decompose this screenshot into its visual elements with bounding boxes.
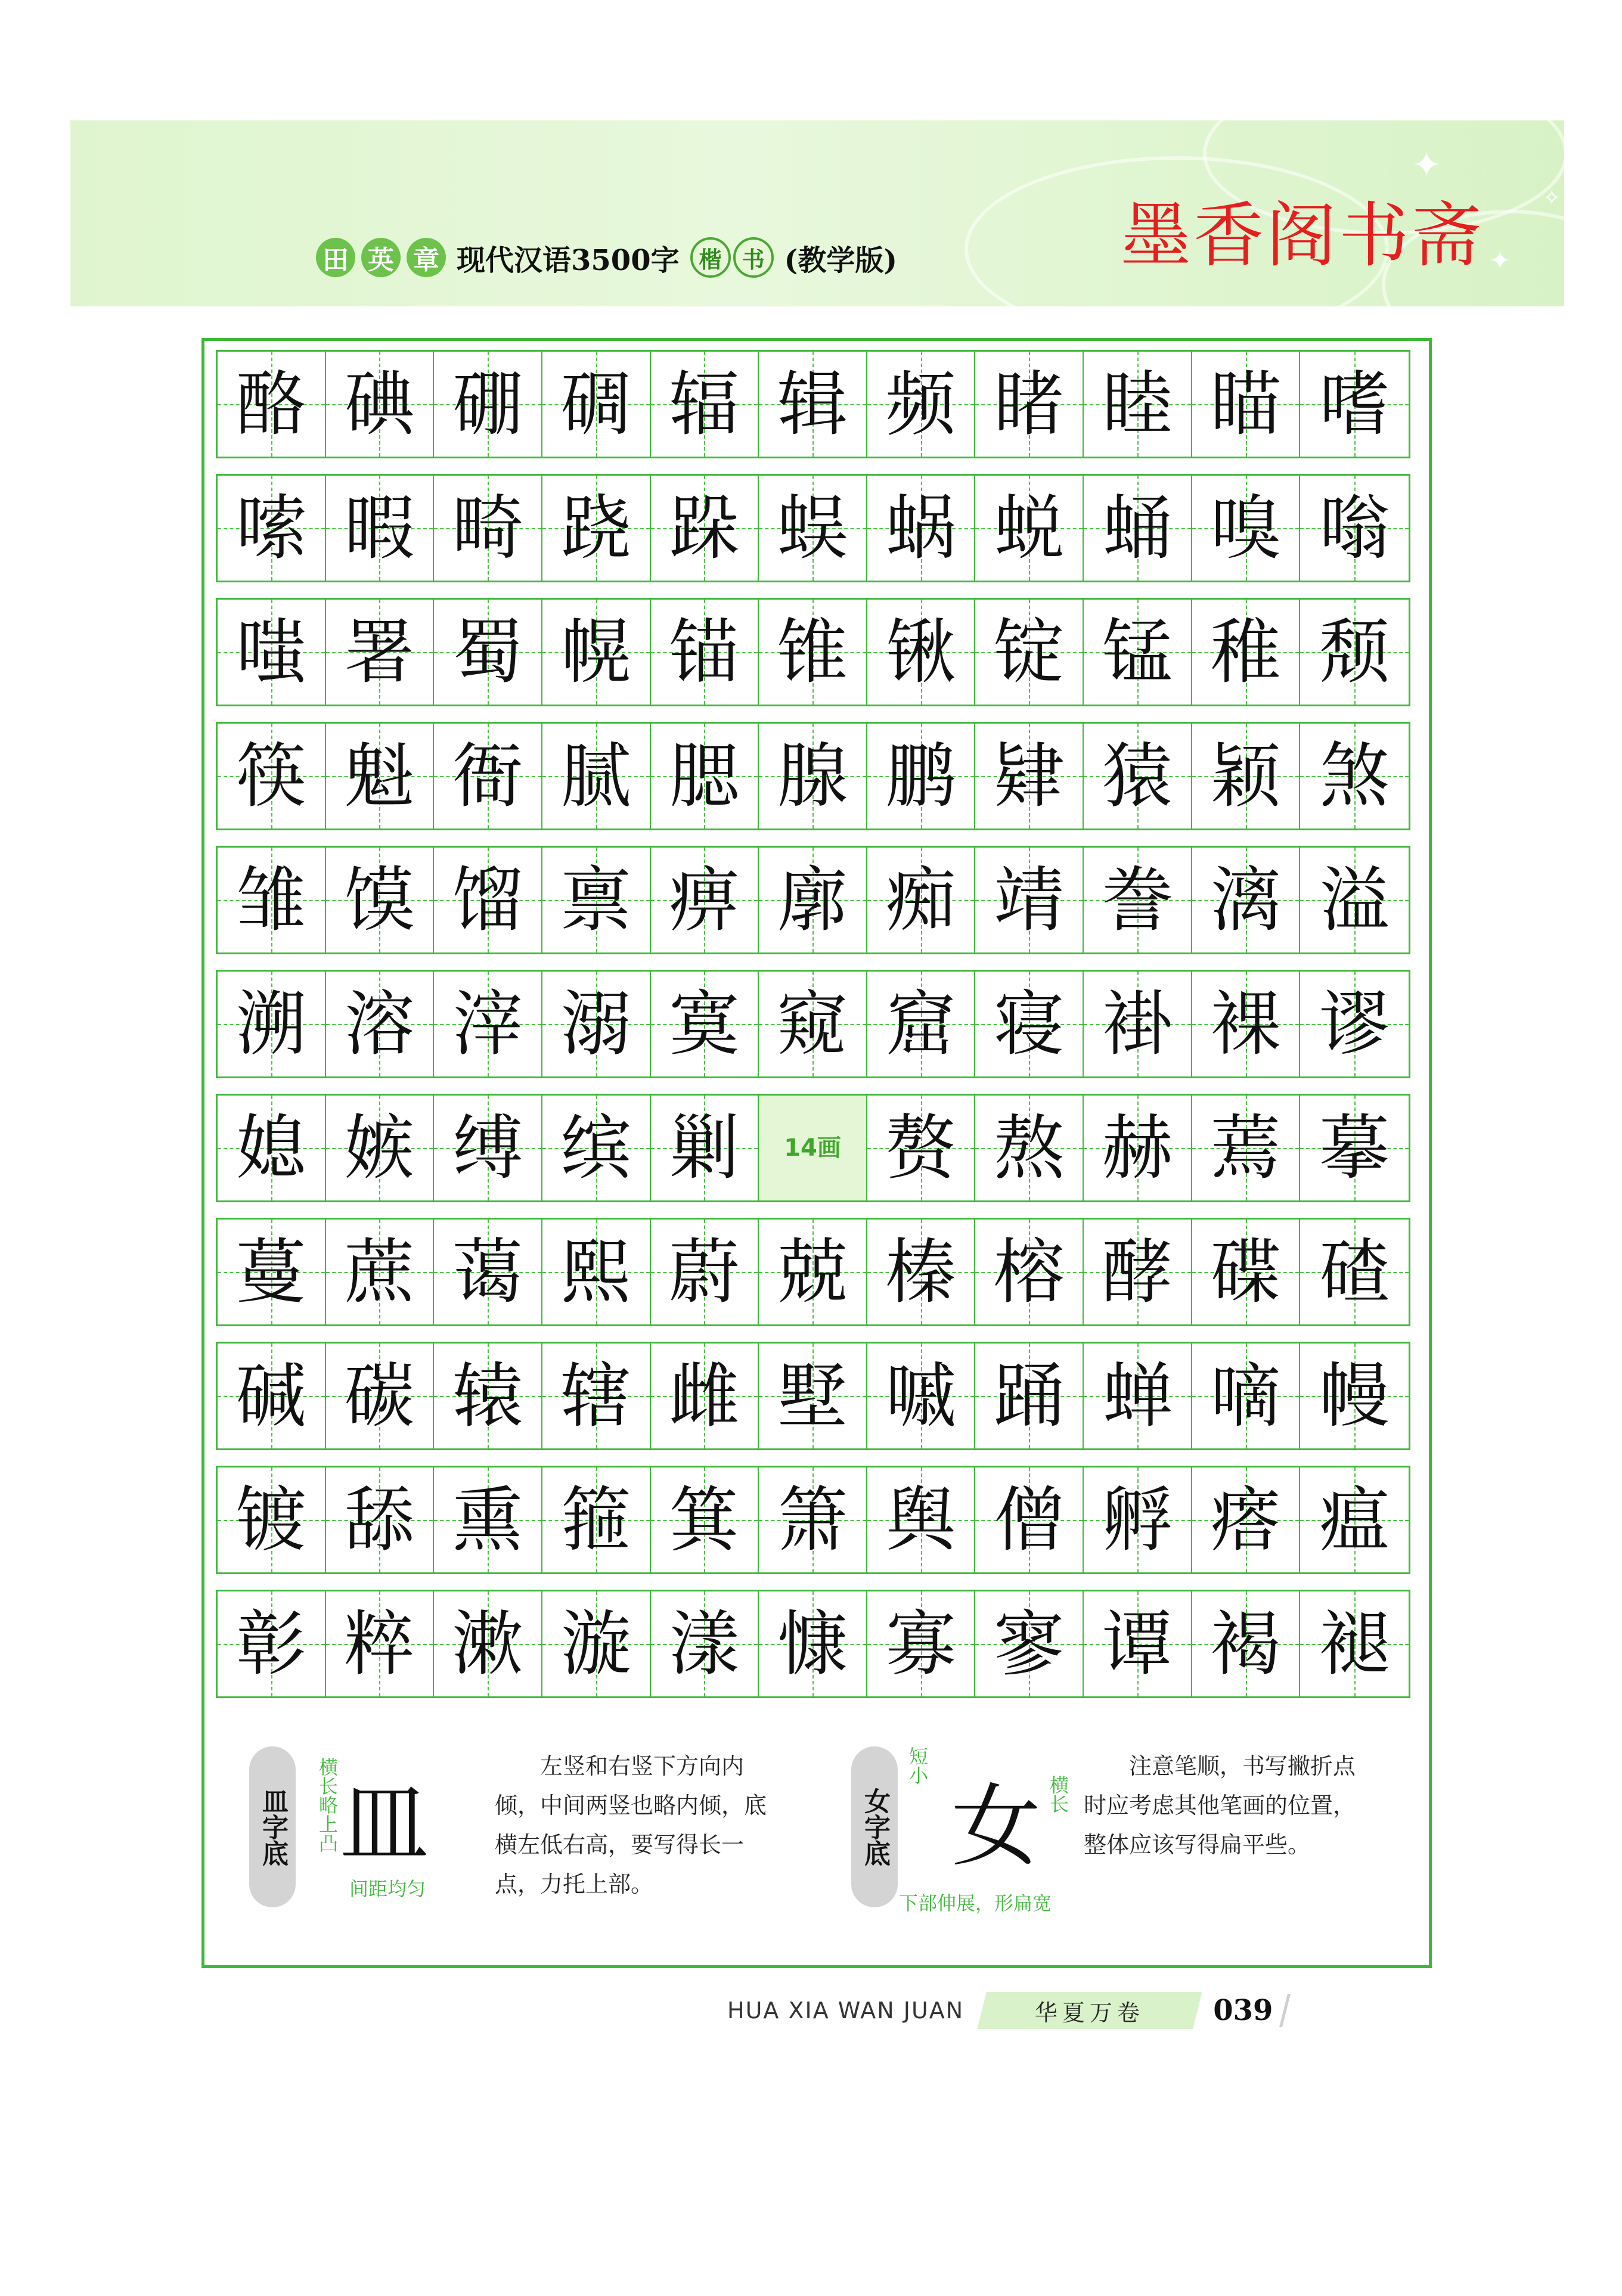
tip-glyph-nv: 女	[951, 1775, 1041, 1879]
character-cell	[542, 1467, 651, 1572]
sparkle-icon: ✦	[1412, 144, 1442, 186]
tip-text-min: 左竖和右竖下方向内倾，中间两竖也略内倾，底横左低右高，要写得长一点，力托上部。	[495, 1753, 767, 1897]
character-cell	[867, 1467, 976, 1572]
footer-brand-cn: 华夏万卷	[1035, 1999, 1145, 2026]
character-cell	[975, 972, 1084, 1076]
character-cell	[1300, 1344, 1409, 1448]
character-glyph: 剿	[669, 1107, 740, 1189]
character-cell	[1084, 476, 1192, 581]
character-cell	[759, 1591, 867, 1696]
character-glyph: 溯	[235, 983, 306, 1065]
character-cell	[218, 972, 326, 1076]
character-cell	[1084, 1344, 1192, 1448]
character-cell	[1084, 848, 1192, 952]
character-cell	[1192, 724, 1301, 829]
page-footer	[727, 1990, 1286, 2031]
character-glyph: 榕	[994, 1231, 1065, 1313]
character-glyph: 嗤	[235, 611, 306, 693]
character-cell	[867, 352, 976, 457]
character-glyph: 孵	[1102, 1479, 1173, 1561]
grid-row	[216, 970, 1410, 1078]
character-glyph: 谬	[1319, 983, 1390, 1065]
character-glyph: 榛	[885, 1231, 956, 1313]
character-cell	[867, 476, 976, 581]
character-glyph: 锹	[885, 611, 956, 693]
character-glyph: 酵	[1102, 1231, 1173, 1313]
character-cell	[1300, 1467, 1409, 1572]
character-glyph: 彰	[235, 1603, 306, 1685]
character-glyph: 酪	[235, 363, 306, 445]
sparkle-icon: ✧	[1543, 186, 1561, 210]
character-glyph: 僧	[994, 1479, 1065, 1561]
character-cell	[542, 724, 651, 829]
character-cell	[1192, 1344, 1301, 1448]
character-cell	[542, 848, 651, 952]
character-cell	[326, 972, 435, 1076]
grid-row	[216, 598, 1410, 706]
character-glyph: 蔚	[669, 1231, 740, 1313]
character-glyph: 镀	[235, 1479, 306, 1561]
character-glyph: 嗦	[235, 487, 306, 569]
character-glyph: 箍	[560, 1479, 631, 1561]
character-glyph: 辕	[452, 1355, 523, 1437]
character-cell	[651, 352, 759, 457]
character-cell	[1192, 848, 1301, 952]
character-glyph: 缚	[452, 1107, 523, 1189]
character-glyph: 幌	[560, 611, 631, 693]
character-cell	[326, 848, 435, 952]
grid-row	[216, 1590, 1410, 1698]
character-glyph: 嗜	[1319, 363, 1390, 445]
character-glyph: 颓	[1319, 611, 1390, 693]
character-glyph: 箕	[669, 1479, 740, 1561]
author-char: 英	[361, 238, 401, 277]
character-glyph: 蜗	[885, 487, 956, 569]
character-cell	[218, 724, 326, 829]
tip-text-nv: 注意笔顺，书写撇折点时应考虑其他笔画的位置，整体应该写得扁平些。	[1084, 1753, 1356, 1858]
character-cell	[1192, 1220, 1301, 1324]
character-cell	[542, 972, 651, 1076]
character-cell	[867, 600, 976, 705]
character-glyph: 蔼	[452, 1231, 523, 1313]
character-cell	[326, 1096, 435, 1200]
character-cell	[867, 972, 976, 1076]
character-cell	[867, 1344, 976, 1448]
grid-row	[216, 350, 1410, 458]
sparkle-icon: ✦	[1489, 246, 1511, 276]
tip-tag-min: 皿字底	[249, 1746, 296, 1907]
character-cell	[651, 1467, 759, 1572]
character-glyph: 嘀	[1210, 1355, 1281, 1437]
tip-note-bottom: 间距均匀	[349, 1878, 426, 1900]
character-glyph: 漓	[1210, 859, 1281, 941]
character-cell	[218, 600, 326, 705]
character-cell	[434, 600, 542, 705]
character-cell	[759, 1344, 867, 1448]
character-cell	[975, 1467, 1084, 1572]
character-cell	[651, 600, 759, 705]
character-cell	[1300, 352, 1409, 457]
tip-note-left: 短小	[906, 1746, 929, 1785]
character-cell	[434, 1467, 542, 1572]
stroke-count-marker	[759, 1096, 867, 1200]
character-glyph: 痹	[669, 859, 740, 941]
character-cell	[759, 724, 867, 829]
author-badge	[316, 238, 446, 277]
character-glyph: 缤	[560, 1107, 631, 1189]
character-glyph: 蝉	[1102, 1355, 1173, 1437]
character-cell	[434, 724, 542, 829]
character-glyph: 慷	[777, 1603, 848, 1685]
tip-note-right: 横长	[1047, 1775, 1069, 1813]
character-glyph: 赫	[1102, 1107, 1173, 1189]
character-glyph: 熏	[452, 1479, 523, 1561]
character-glyph: 滓	[452, 983, 523, 1065]
character-cell	[326, 476, 435, 581]
character-cell	[975, 724, 1084, 829]
character-glyph: 猿	[1102, 735, 1173, 817]
character-glyph: 瘩	[1210, 1479, 1281, 1561]
character-cell	[1300, 1591, 1409, 1696]
character-glyph: 锥	[777, 611, 848, 693]
character-cell	[542, 1220, 651, 1324]
character-cell	[759, 476, 867, 581]
character-glyph: 雌	[669, 1355, 740, 1437]
character-cell	[1192, 1096, 1301, 1200]
character-cell	[759, 600, 867, 705]
character-cell	[434, 1344, 542, 1448]
character-cell	[759, 352, 867, 457]
character-cell	[1192, 352, 1301, 457]
character-glyph: 媳	[235, 1107, 306, 1189]
character-glyph: 粹	[344, 1603, 415, 1685]
grid-row	[216, 1342, 1410, 1450]
edition-label: (教学版)	[784, 243, 898, 277]
grid-row	[216, 1466, 1410, 1574]
character-cell	[218, 1467, 326, 1572]
character-cell	[218, 1344, 326, 1448]
tips-section	[201, 1746, 1432, 1925]
character-cell	[1300, 600, 1409, 705]
character-cell	[867, 724, 976, 829]
character-glyph: 裸	[1210, 983, 1281, 1065]
character-cell	[542, 1591, 651, 1696]
character-cell	[1084, 1096, 1192, 1200]
character-glyph: 痴	[885, 859, 956, 941]
grid-row	[216, 846, 1410, 954]
character-cell	[1192, 1467, 1301, 1572]
character-glyph: 跺	[669, 487, 740, 569]
character-cell	[1084, 724, 1192, 829]
character-cell	[1084, 1467, 1192, 1572]
character-glyph: 腺	[777, 735, 848, 817]
character-glyph: 畸	[452, 487, 523, 569]
character-cell	[1300, 476, 1409, 581]
character-glyph: 瘟	[1319, 1479, 1390, 1561]
stroke-count-label: 14画	[784, 1134, 841, 1162]
character-cell	[1084, 600, 1192, 705]
footer-brand-cn-box	[977, 1992, 1202, 2029]
character-cell	[542, 1096, 651, 1200]
character-glyph: 廓	[777, 859, 848, 941]
character-cell	[1192, 972, 1301, 1076]
character-cell	[434, 972, 542, 1076]
character-glyph: 赘	[885, 1107, 956, 1189]
character-cell	[651, 1096, 759, 1200]
character-cell	[326, 1220, 435, 1324]
grid-row	[216, 474, 1410, 582]
character-glyph: 溶	[344, 983, 415, 1065]
character-glyph: 蜕	[994, 487, 1065, 569]
character-cell	[218, 848, 326, 952]
character-glyph: 稚	[1210, 611, 1281, 693]
page-number: 039	[1213, 1994, 1273, 2027]
character-glyph: 熬	[994, 1107, 1065, 1189]
character-glyph: 禀	[560, 859, 631, 941]
character-glyph: 寥	[994, 1603, 1065, 1685]
character-glyph: 筷	[235, 735, 306, 817]
character-glyph: 碱	[235, 1355, 306, 1437]
character-cell	[651, 1220, 759, 1324]
book-name: 现代汉语3500字	[457, 243, 680, 277]
character-cell	[218, 476, 326, 581]
character-glyph: 馏	[452, 859, 523, 941]
character-glyph: 寞	[669, 983, 740, 1065]
character-glyph: 碉	[560, 363, 631, 445]
character-glyph: 褪	[1319, 1603, 1390, 1685]
character-glyph: 褂	[1102, 983, 1173, 1065]
character-cell	[1192, 476, 1301, 581]
character-glyph: 漱	[452, 1603, 523, 1685]
character-glyph: 寡	[885, 1603, 956, 1685]
character-glyph: 蜈	[777, 487, 848, 569]
character-glyph: 幔	[1319, 1355, 1390, 1437]
character-cell	[542, 476, 651, 581]
character-glyph: 踊	[994, 1355, 1065, 1437]
character-glyph: 嗅	[1210, 487, 1281, 569]
character-cell	[651, 476, 759, 581]
character-cell	[975, 1591, 1084, 1696]
character-cell	[1300, 972, 1409, 1076]
character-glyph: 溺	[560, 983, 631, 1065]
character-cell	[651, 724, 759, 829]
character-glyph: 蔗	[344, 1231, 415, 1313]
character-glyph: 嗡	[1319, 487, 1390, 569]
watermark-text: 墨香阁书斋	[1121, 194, 1485, 277]
character-cell	[326, 1467, 435, 1572]
character-glyph: 魁	[344, 735, 415, 817]
character-glyph: 漾	[669, 1603, 740, 1685]
character-cell	[434, 1220, 542, 1324]
character-glyph: 锭	[994, 611, 1065, 693]
character-cell	[434, 1591, 542, 1696]
character-cell	[759, 1467, 867, 1572]
character-cell	[326, 352, 435, 457]
style-badge	[690, 237, 774, 278]
character-glyph: 舆	[885, 1479, 956, 1561]
character-cell	[1084, 1220, 1192, 1324]
character-glyph: 锚	[669, 611, 740, 693]
character-cell	[975, 352, 1084, 457]
character-glyph: 颖	[1210, 735, 1281, 817]
style-char: 书	[733, 237, 774, 278]
character-glyph: 熙	[560, 1231, 631, 1313]
character-glyph: 誊	[1102, 859, 1173, 941]
character-glyph: 腮	[669, 735, 740, 817]
character-cell	[1084, 972, 1192, 1076]
character-glyph: 蔓	[235, 1231, 306, 1313]
character-glyph: 辐	[669, 363, 740, 445]
character-glyph: 腻	[560, 735, 631, 817]
character-cell	[434, 476, 542, 581]
character-glyph: 雏	[235, 859, 306, 941]
character-cell	[218, 352, 326, 457]
character-glyph: 舔	[344, 1479, 415, 1561]
character-cell	[651, 1591, 759, 1696]
character-cell	[542, 1344, 651, 1448]
character-cell	[1300, 848, 1409, 952]
character-glyph: 摹	[1319, 1107, 1390, 1189]
character-glyph: 碘	[344, 363, 415, 445]
character-glyph: 蔫	[1210, 1107, 1281, 1189]
character-glyph: 溢	[1319, 859, 1390, 941]
character-cell	[218, 1591, 326, 1696]
character-glyph: 锰	[1102, 611, 1173, 693]
character-glyph: 漩	[560, 1603, 631, 1685]
character-glyph: 碳	[344, 1355, 415, 1437]
character-cell	[326, 724, 435, 829]
character-cell	[759, 972, 867, 1076]
character-cell	[975, 476, 1084, 581]
character-cell	[1300, 1096, 1409, 1200]
character-glyph: 碟	[1210, 1231, 1281, 1313]
character-glyph: 碴	[1319, 1231, 1390, 1313]
character-glyph: 靖	[994, 859, 1065, 941]
character-glyph: 寝	[994, 983, 1065, 1065]
character-glyph: 蜀	[452, 611, 523, 693]
tip-glyph-min: 皿	[340, 1772, 430, 1876]
character-cell	[975, 600, 1084, 705]
character-glyph: 署	[344, 611, 415, 693]
character-glyph: 辑	[777, 363, 848, 445]
character-glyph: 暇	[344, 487, 415, 569]
character-cell	[1084, 1591, 1192, 1696]
character-glyph: 墅	[777, 1355, 848, 1437]
character-glyph: 辖	[560, 1355, 631, 1437]
character-cell	[651, 1344, 759, 1448]
character-glyph: 煞	[1319, 735, 1390, 817]
character-cell	[867, 848, 976, 952]
character-cell	[867, 1591, 976, 1696]
character-cell	[759, 848, 867, 952]
grid-row	[216, 722, 1410, 830]
character-glyph: 肄	[994, 735, 1065, 817]
tip-note-side: 横长略上凸	[316, 1757, 339, 1853]
character-glyph: 蛹	[1102, 487, 1173, 569]
character-glyph: 窟	[885, 983, 956, 1065]
character-cell	[975, 1220, 1084, 1324]
character-cell	[542, 600, 651, 705]
character-cell	[542, 352, 651, 457]
character-glyph: 睹	[994, 363, 1065, 445]
book-title	[316, 234, 897, 281]
character-glyph: 谭	[1102, 1603, 1173, 1685]
character-cell	[1192, 600, 1301, 705]
character-glyph: 褐	[1210, 1603, 1281, 1685]
character-cell	[326, 600, 435, 705]
character-cell	[434, 352, 542, 457]
character-cell	[218, 1220, 326, 1324]
character-glyph: 鹏	[885, 735, 956, 817]
character-cell	[759, 1220, 867, 1324]
character-glyph: 馍	[344, 859, 415, 941]
character-cell	[651, 972, 759, 1076]
grid-row	[216, 1218, 1410, 1326]
author-char: 田	[316, 238, 355, 277]
character-cell	[975, 848, 1084, 952]
character-cell	[1084, 352, 1192, 457]
character-cell	[867, 1220, 976, 1324]
character-glyph: 频	[885, 363, 956, 445]
author-char: 章	[407, 238, 446, 277]
character-cell	[218, 1096, 326, 1200]
character-glyph: 箫	[777, 1479, 848, 1561]
character-glyph: 兢	[777, 1231, 848, 1313]
grid-row	[216, 1094, 1410, 1202]
character-glyph: 嫉	[344, 1107, 415, 1189]
footer-slash-decoration	[1279, 1994, 1291, 2027]
character-cell	[1192, 1591, 1301, 1696]
character-glyph: 硼	[452, 363, 523, 445]
character-glyph: 嘁	[885, 1355, 956, 1437]
tip-note-bottom: 下部伸展，形扁宽	[899, 1892, 1052, 1915]
character-cell	[326, 1591, 435, 1696]
character-glyph: 衙	[452, 735, 523, 817]
style-char: 楷	[690, 237, 731, 278]
character-glyph: 瞄	[1210, 363, 1281, 445]
character-cell	[434, 848, 542, 952]
character-cell	[975, 1344, 1084, 1448]
character-glyph: 睦	[1102, 363, 1173, 445]
tip-tag-nv: 女字底	[851, 1746, 898, 1907]
character-glyph: 窥	[777, 983, 848, 1065]
character-cell	[1300, 724, 1409, 829]
character-cell	[1300, 1220, 1409, 1324]
character-cell	[975, 1096, 1084, 1200]
character-cell	[434, 1096, 542, 1200]
character-glyph: 跷	[560, 487, 631, 569]
character-cell	[651, 848, 759, 952]
character-cell	[867, 1096, 976, 1200]
character-cell	[326, 1344, 435, 1448]
footer-brand-en: HUA XIA WAN JUAN	[727, 1997, 964, 2024]
